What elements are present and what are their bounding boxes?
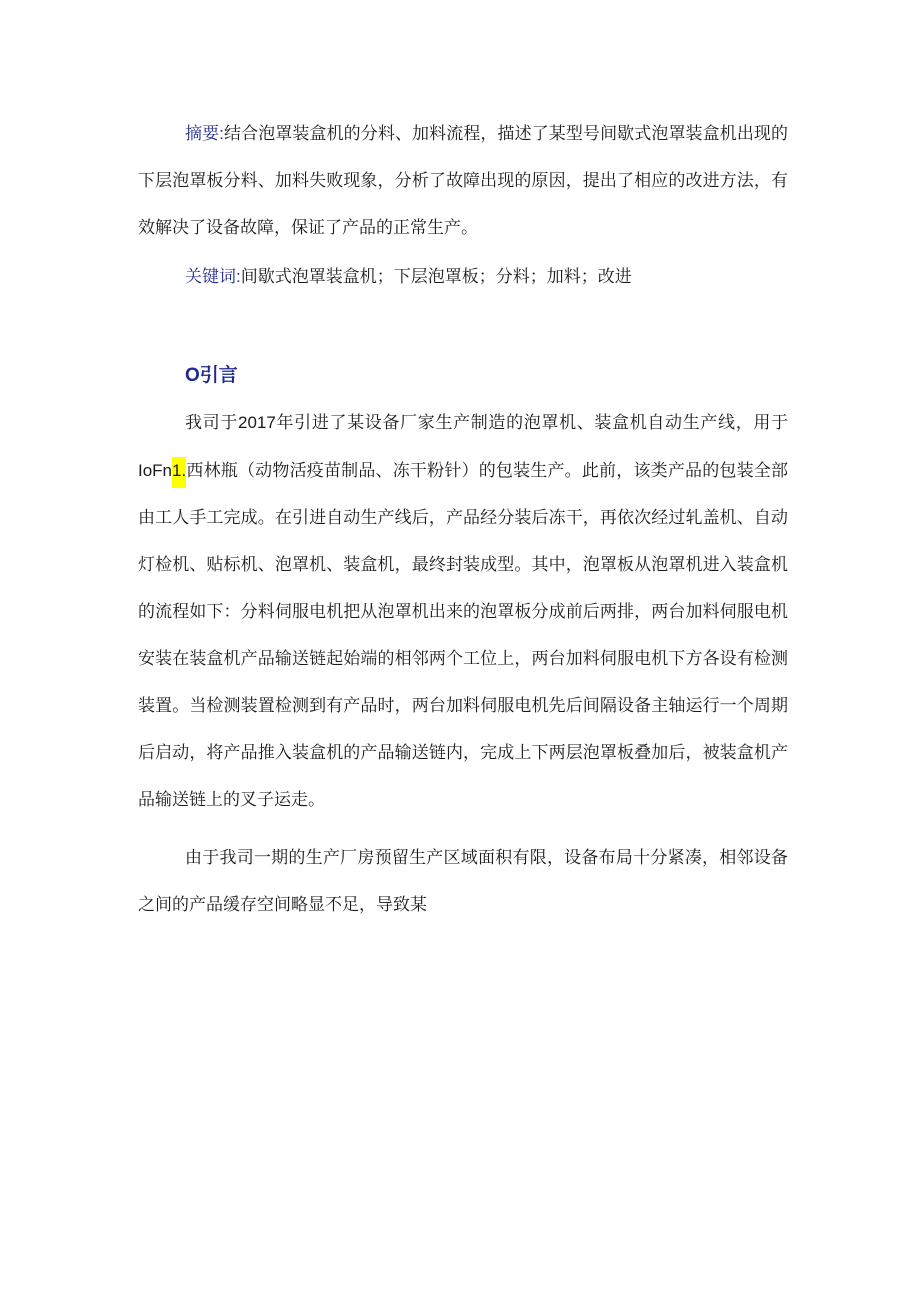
- highlighted-text: 1.: [172, 457, 186, 488]
- intro-year: 2017: [238, 413, 276, 432]
- intro-code: IoFn: [138, 461, 173, 480]
- intro-paragraph-2: 由于我司一期的生产厂房预留生产区域面积有限，设备布局十分紧凑，相邻设备之间的产品缓存空间略显不足，导致某: [138, 848, 788, 915]
- section-heading-intro: O引言: [185, 365, 238, 386]
- abstract-paragraph: [138, 110, 788, 252]
- intro-text-segment: 年引进了某设备厂家生产制造的泡罩机、装盒机自动生产线，用于: [275, 413, 789, 433]
- keywords-paragraph: [138, 253, 788, 301]
- intro-text-segment: 我司于: [185, 413, 238, 433]
- abstract-text: 结合泡罩装盒机的分料、加料流程，描述了某型号间歇式泡罩装盒机出现的下层泡罩板分料、加料失败现象，分析了故障出现的原因，提出了相应的改进方法，有效解决了设备故障，保证了产品的正常生产。: [138, 124, 788, 238]
- keywords-text: 间歇式泡罩装盒机；下层泡罩板；分料；加料；改进: [240, 267, 632, 287]
- intro-text-segment: 西林瓶（动物活疫苗制品、冻干粉针）的包装生产。此前，该类产品的包装全部由工人手工完成。在引进自动生产线后，产品经分装后冻干，再依次经过轧盖机、自动灯检机、贴标机、泡罩机、装盒机，最终封装成型。其中，泡罩板从泡罩机进入装盒机的流程如下：分料伺服电机把从泡罩机出来的泡罩板分成前后两排，两台加料伺服电机安装在装盒机产品输送链起始端的相邻两个工位上，两台加料伺服电机下方各设有检测装置。当检测装置检测到有产品时，两台加料伺服电机先后间隔设备主轴运行一个周期后启动，将产品推入装盒机的产品输送链内，完成上下两层泡罩板叠加后，被装盒机产品输送链上的叉子运走。: [138, 461, 788, 810]
- intro-paragraph-1: [138, 399, 788, 824]
- keywords-label: 关键词:: [185, 267, 241, 286]
- abstract-label: 摘要:: [185, 124, 224, 143]
